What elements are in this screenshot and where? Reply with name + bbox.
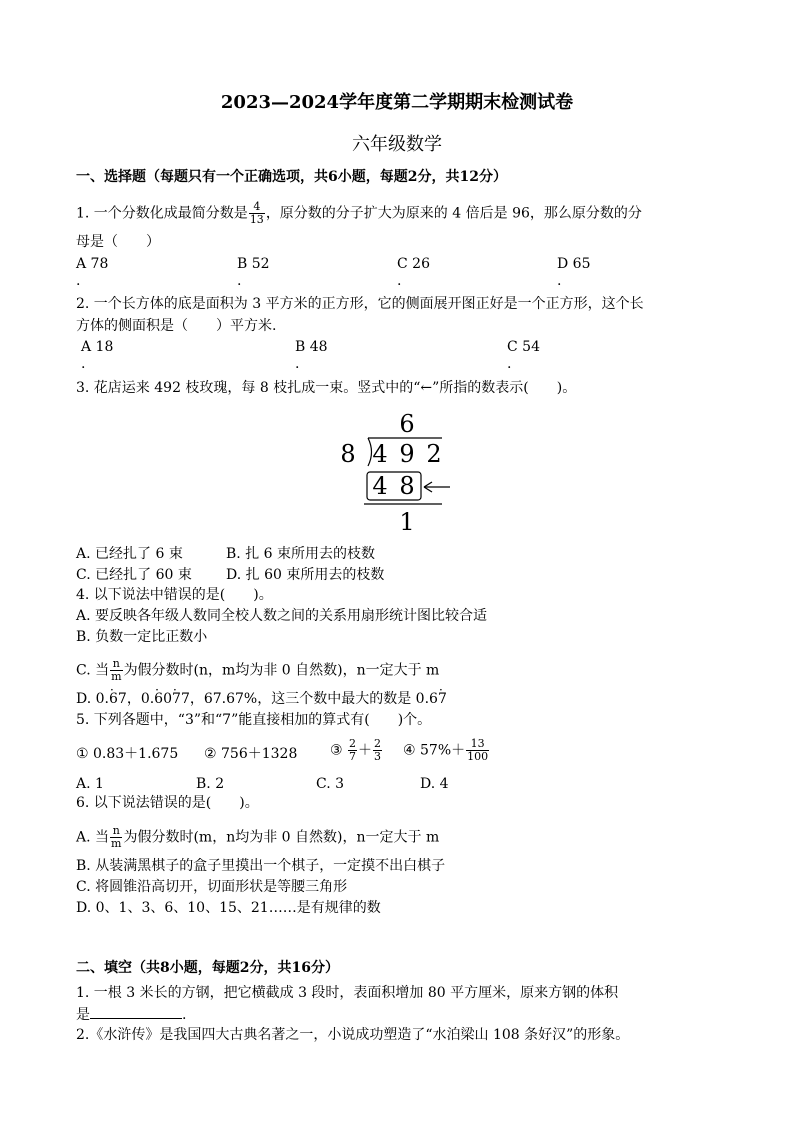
q6-line1: 6. 以下说法错误的是( )。 — [76, 795, 259, 811]
q1-frac-num: 4 — [249, 201, 265, 214]
q3-option-b[interactable]: B. 扎 6 束所用去的枝数 — [226, 546, 375, 562]
section1-heading: 一、选择题（每题只有一个正确选项，共6小题，每题2分，共12分） — [76, 169, 507, 185]
q5-option-a[interactable]: A. 1 — [76, 776, 104, 792]
q2-option-c[interactable]: C 54 — [507, 339, 540, 355]
division-remainder: 1 — [399, 508, 415, 534]
q5-option-c[interactable]: C. 3 — [316, 776, 345, 792]
q1-dot-b: . — [237, 273, 242, 289]
q4-d-repeat2: · 6 — [154, 691, 163, 707]
q6-option-d[interactable]: D. 0、1、3、6、10、15、21……是有规律的数 — [76, 900, 381, 916]
q5-item3-frac1 — [348, 738, 357, 763]
q4-d-part5: 0 — [163, 691, 173, 707]
q5-option-d[interactable]: D. 4 — [420, 776, 449, 792]
q1-dot-c: . — [397, 273, 402, 289]
q5-item4-pre: ④ 57%＋ — [403, 742, 466, 759]
q2-dot-b: . — [295, 356, 300, 372]
q1-text-a: 1. 一个分数化成最简分数是 — [76, 205, 248, 222]
q4-c-fraction — [110, 658, 122, 683]
q5-item3-f1-den: 7 — [349, 750, 357, 763]
product-digit-2: 8 — [399, 472, 415, 500]
q1-frac-den: 13 — [249, 213, 264, 226]
q4-c-num: n — [110, 658, 122, 671]
q1-fraction — [249, 201, 265, 226]
division-bracket — [368, 438, 372, 466]
q5-item3-f2-den: 3 — [374, 750, 382, 763]
q6-a-fraction — [110, 825, 122, 850]
page-subtitle: 六年级数学 — [352, 134, 442, 155]
q6-a-pre: A. 当 — [76, 829, 110, 846]
q6-option-a[interactable] — [76, 825, 439, 850]
page-title: 2023—2024学年度第二学期期末检测试卷 — [220, 92, 574, 113]
q4-c-pre: C. 当 — [76, 662, 110, 679]
q1-line2: 母是（ ） — [76, 234, 160, 250]
q1-dot-d: . — [557, 273, 562, 289]
q2-option-a[interactable]: A 18 — [81, 339, 114, 355]
q4-d-part1: D. 0. — [76, 691, 109, 707]
q6-a-num: n — [110, 825, 122, 838]
q3-option-d[interactable]: D. 扎 60 束所用去的枝数 — [226, 567, 385, 583]
q3-line1: 3. 花店运来 492 枝玫瑰，每 8 枝扎成一束。竖式中的“←”所指的数表示( )。 — [76, 380, 577, 396]
s2-q1-answer-blank[interactable] — [90, 1005, 182, 1019]
q2-dot-a: . — [81, 356, 86, 372]
q3-option-c[interactable]: C. 已经扎了 60 束 — [76, 567, 192, 583]
q1-option-a[interactable]: A 78 — [76, 256, 109, 272]
q4-c-post: 为假分数时(n，m均为非 0 自然数)，n一定大于 m — [123, 662, 440, 679]
q5-item4 — [403, 738, 490, 763]
q2-dot-c: . — [507, 356, 512, 372]
q4-d-repeat3: · 7 — [172, 691, 181, 707]
product-digit-1: 4 — [372, 472, 388, 500]
q5-item4-frac — [466, 738, 489, 763]
q5-item3-f1-num: 2 — [349, 737, 357, 750]
q5-item3 — [330, 738, 383, 763]
q1-option-b[interactable]: B 52 — [237, 256, 270, 272]
q6-option-b[interactable]: B. 从装满黑棋子的盒子里摸出一个棋子，一定摸不出白棋子 — [76, 858, 446, 874]
s2-q1-end: . — [182, 1007, 187, 1023]
s2-q1-line1: 1. 一根 3 米长的方钢，把它横截成 3 段时，表面积增加 80 平方厘米，原来方钢的体积 — [76, 985, 619, 1001]
q4-option-c[interactable] — [76, 658, 439, 683]
section2-heading: 二、填空（共8小题，每题2分，共16分） — [76, 960, 339, 976]
q6-a-den: m — [111, 837, 122, 850]
q6-a-post: 为假分数时(m，n均为非 0 自然数)，n一定大于 m — [123, 829, 440, 846]
q5-item4-den: 100 — [467, 750, 489, 763]
dividend-digit-1: 4 — [372, 440, 388, 468]
long-division-figure — [330, 404, 460, 534]
dividend-digit-3: 2 — [426, 440, 442, 468]
s2-q1-line2 — [76, 1005, 186, 1023]
q4-option-a[interactable]: A. 要反映各年级人数同全校人数之间的关系用扇形统计图比较合适 — [76, 608, 488, 624]
division-divisor: 8 — [340, 440, 356, 468]
q5-item2: ② 756＋1328 — [204, 746, 298, 762]
q5-item1: ① 0.83＋1.675 — [76, 746, 179, 762]
q4-option-d[interactable] — [76, 691, 447, 707]
dividend-digit-2: 9 — [399, 440, 415, 468]
s2-q2-line1: 2.《水浒传》是我国四大古典名著之一，小说成功塑造了“水泊梁山 108 条好汉”的形象。 — [76, 1027, 630, 1043]
q2-line2: 方体的侧面积是（ ）平方米. — [76, 318, 277, 334]
q5-item4-num: 13 — [466, 738, 489, 751]
q3-option-a[interactable]: A. 已经扎了 6 束 — [76, 546, 183, 562]
division-quotient: 6 — [399, 410, 415, 438]
q4-d-repeat4: · 7 — [438, 691, 447, 707]
q5-item3-pre: ③ — [330, 742, 343, 759]
q5-item3-frac2 — [373, 738, 382, 763]
q4-d-part7: 6 — [429, 691, 438, 707]
q4-d-part3: 7，0. — [117, 691, 155, 707]
q4-option-b[interactable]: B. 负数一定比正数小 — [76, 629, 208, 645]
q5-item3-f2-num: 2 — [374, 737, 382, 750]
q1-text-b: ，原分数的分子扩大为原来的 4 倍后是 96，那么原分数的分 — [265, 205, 642, 222]
s2-q1-line2-text: 是 — [76, 1007, 90, 1023]
q5-item3-plus: ＋ — [358, 742, 373, 759]
q2-option-b[interactable]: B 48 — [295, 339, 328, 355]
q4-c-den: m — [111, 670, 122, 683]
q4-d-part6: 7，67.67%，这三个数中最大的数是 0. — [180, 691, 430, 707]
q4-line1: 4. 以下说法中错误的是( )。 — [76, 587, 273, 603]
q1-option-d[interactable]: D 65 — [557, 256, 591, 272]
q1-line1 — [76, 201, 642, 226]
q6-option-c[interactable]: C. 将圆锥沿高切开，切面形状是等腰三角形 — [76, 879, 348, 895]
q1-dot-a: . — [76, 273, 81, 289]
q4-d-repeat1: · 6 — [109, 691, 118, 707]
q5-option-b[interactable]: B. 2 — [196, 776, 225, 792]
q1-option-c[interactable]: C 26 — [397, 256, 430, 272]
q5-line1: 5. 下列各题中，“3”和“7”能直接相加的算式有( )个。 — [76, 712, 432, 728]
q2-line1: 2. 一个长方体的底是面积为 3 平方米的正方形，它的侧面展开图正好是一个正方形，这个长 — [76, 296, 644, 312]
